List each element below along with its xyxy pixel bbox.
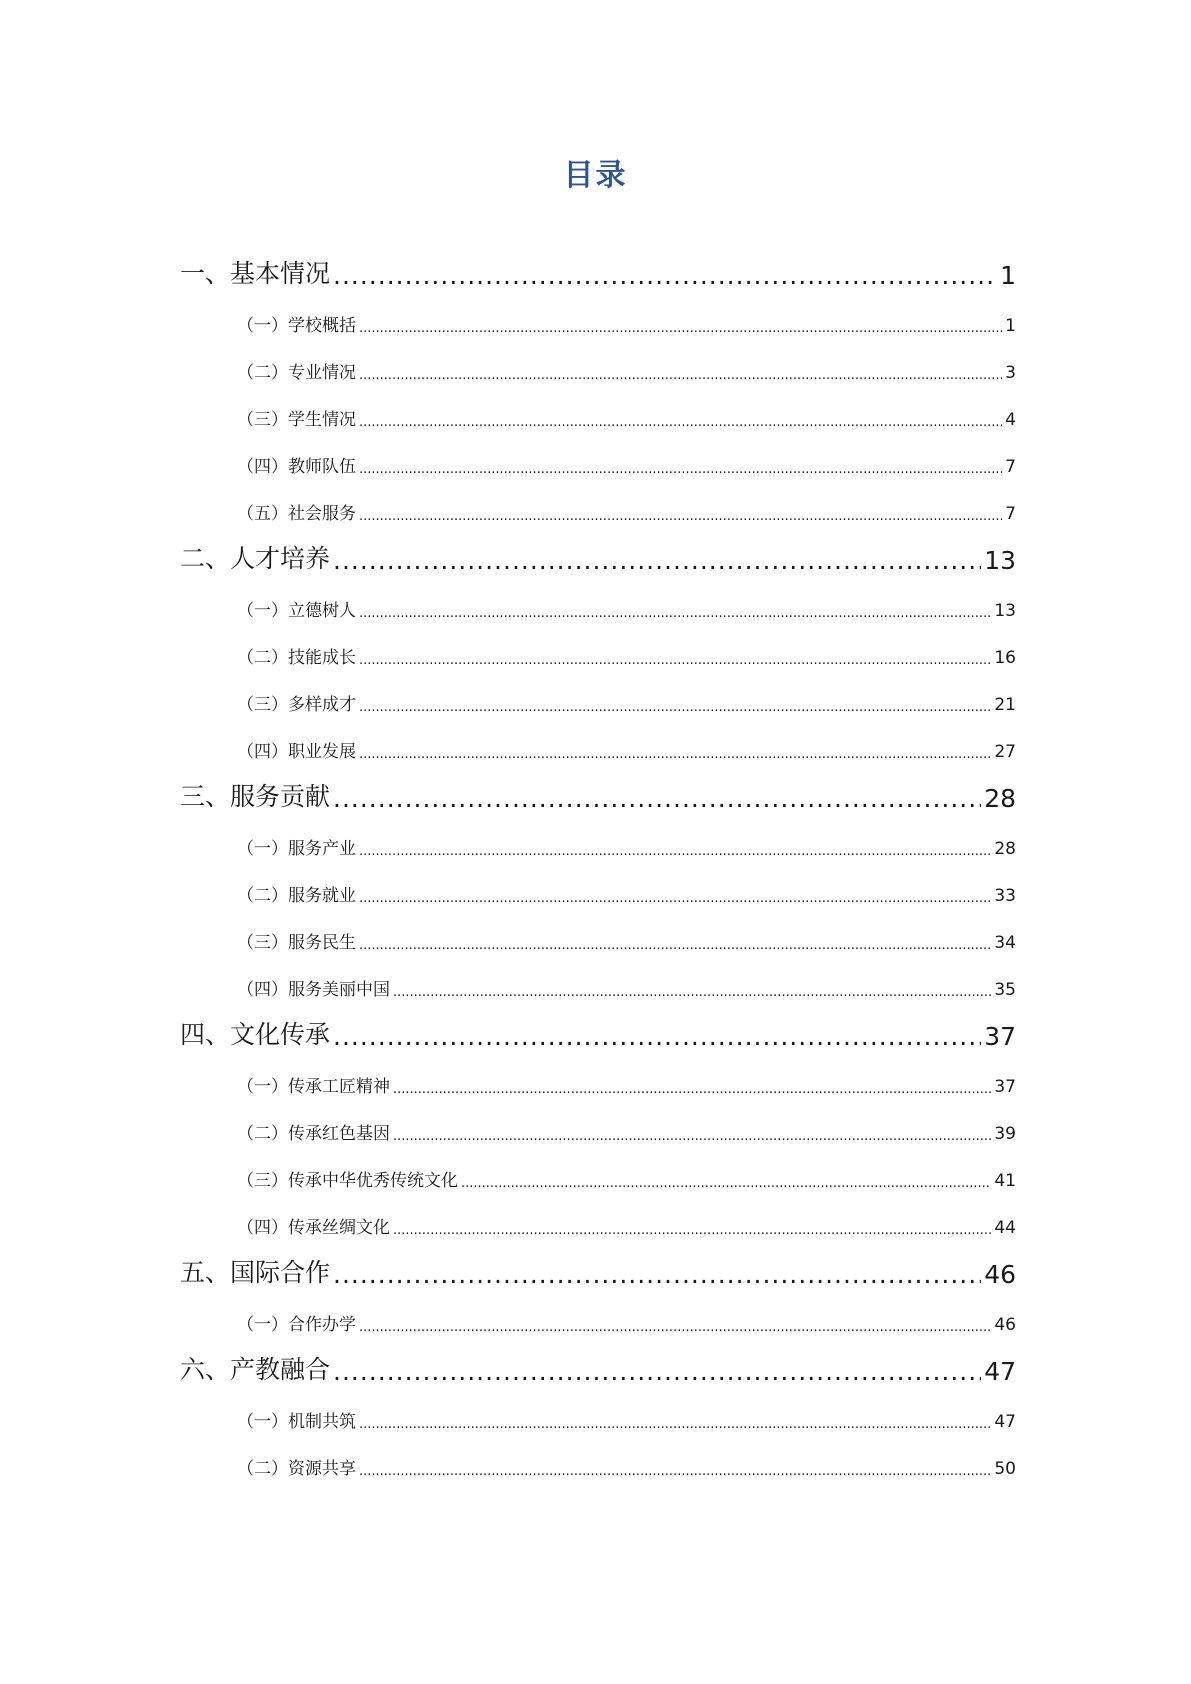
toc-section-page: 37: [984, 1022, 1016, 1051]
toc-subsection-entry[interactable]: [180, 504, 1016, 524]
toc-leader-dots: [393, 985, 991, 1000]
toc-subsection-entry[interactable]: [180, 742, 1016, 762]
toc-subsection-label: （五）社会服务: [237, 504, 356, 524]
toc-subsection-page: 34: [994, 933, 1016, 953]
toc-subsection-label: （四）职业发展: [237, 742, 356, 762]
toc-section-label: 五、国际合作: [180, 1258, 331, 1287]
toc-subsection-page: 33: [994, 886, 1016, 906]
toc-leader-dots: [359, 606, 991, 621]
toc-leader-dots: [359, 844, 991, 859]
toc-leader-dots: [333, 261, 997, 290]
toc-leader-dots: [359, 891, 991, 906]
toc-subsection-page: 46: [994, 1315, 1016, 1335]
toc-subsection-label: （四）服务美丽中国: [237, 980, 390, 1000]
toc-section-label: 二、人才培养: [180, 544, 331, 573]
toc-leader-dots: [359, 368, 1002, 383]
toc-section-label: 一、基本情况: [180, 259, 331, 288]
toc-subsection-entry[interactable]: [180, 1315, 1016, 1335]
toc-section-entry[interactable]: [180, 544, 1016, 575]
toc-subsection-page: 1: [1005, 316, 1016, 336]
toc-section-label: 三、服务贡献: [180, 782, 331, 811]
toc-subsection-entry[interactable]: [180, 1124, 1016, 1144]
toc-section-page: 47: [984, 1357, 1016, 1386]
toc-subsection-page: 13: [994, 601, 1016, 621]
toc-leader-dots: [359, 1417, 991, 1432]
toc-subsection-label: （三）服务民生: [237, 933, 356, 953]
toc-subsection-entry[interactable]: [180, 1077, 1016, 1097]
toc-subsection-label: （一）合作办学: [237, 1315, 356, 1335]
toc-subsection-page: 4: [1005, 410, 1016, 430]
toc-subsection-label: （一）机制共筑: [237, 1412, 356, 1432]
toc-leader-dots: [359, 1320, 991, 1335]
toc-leader-dots: [461, 1176, 991, 1191]
toc-subsection-page: 44: [994, 1218, 1016, 1238]
toc-subsection-entry[interactable]: [180, 933, 1016, 953]
toc-leader-dots: [333, 1022, 981, 1051]
toc-subsection-label: （二）传承红色基因: [237, 1124, 390, 1144]
toc-leader-dots: [393, 1082, 991, 1097]
toc-section-label: 四、文化传承: [180, 1020, 331, 1049]
toc-leader-dots: [359, 700, 991, 715]
toc-subsection-entry[interactable]: [180, 839, 1016, 859]
toc-section-entry[interactable]: [180, 259, 1016, 290]
toc-subsection-label: （三）多样成才: [237, 695, 356, 715]
toc-subsection-entry[interactable]: [180, 316, 1016, 336]
toc-subsection-label: （一）传承工匠精神: [237, 1077, 390, 1097]
toc-subsection-entry[interactable]: [180, 1171, 1016, 1191]
toc-subsection-label: （二）技能成长: [237, 648, 356, 668]
toc-subsection-page: 27: [994, 742, 1016, 762]
toc-section-entry[interactable]: [180, 1020, 1016, 1051]
toc-leader-dots: [359, 653, 991, 668]
toc-subsection-label: （四）教师队伍: [237, 457, 356, 477]
toc-leader-dots: [359, 415, 1002, 430]
toc-subsection-label: （一）学校概括: [237, 316, 356, 336]
toc-subsection-label: （一）立德树人: [237, 601, 356, 621]
toc-subsection-entry[interactable]: [180, 410, 1016, 430]
toc-subsection-page: 28: [994, 839, 1016, 859]
toc-subsection-label: （二）专业情况: [237, 363, 356, 383]
toc-subsection-page: 37: [994, 1077, 1016, 1097]
toc-subsection-page: 21: [994, 695, 1016, 715]
toc-subsection-page: 7: [1005, 504, 1016, 524]
toc-section-page: 1: [1000, 261, 1016, 290]
page-title: 目录: [563, 158, 628, 193]
toc-leader-dots: [359, 1464, 991, 1479]
toc-subsection-page: 35: [994, 980, 1016, 1000]
toc-leader-dots: [333, 784, 981, 813]
toc-section-entry[interactable]: [180, 1355, 1016, 1386]
toc-subsection-label: （二）服务就业: [237, 886, 356, 906]
toc-subsection-entry[interactable]: [180, 601, 1016, 621]
toc-subsection-entry[interactable]: [180, 1412, 1016, 1432]
toc-subsection-page: 47: [994, 1412, 1016, 1432]
toc-leader-dots: [359, 938, 991, 953]
toc-section-page: 46: [984, 1260, 1016, 1289]
toc-subsection-entry[interactable]: [180, 980, 1016, 1000]
toc-subsection-entry[interactable]: [180, 648, 1016, 668]
toc-leader-dots: [359, 321, 1002, 336]
toc-section-page: 13: [984, 546, 1016, 575]
toc-subsection-entry[interactable]: [180, 1459, 1016, 1479]
toc-subsection-label: （一）服务产业: [237, 839, 356, 859]
toc-section-page: 28: [984, 784, 1016, 813]
toc-subsection-label: （二）资源共享: [237, 1459, 356, 1479]
toc-leader-dots: [359, 509, 1002, 524]
toc-section-entry[interactable]: [180, 1258, 1016, 1289]
toc-leader-dots: [393, 1223, 991, 1238]
toc-subsection-label: （三）学生情况: [237, 410, 356, 430]
toc-subsection-entry[interactable]: [180, 886, 1016, 906]
toc-subsection-page: 50: [994, 1459, 1016, 1479]
toc-subsection-entry[interactable]: [180, 457, 1016, 477]
toc-leader-dots: [333, 546, 981, 575]
toc-leader-dots: [393, 1129, 991, 1144]
toc-section-label: 六、产教融合: [180, 1355, 331, 1384]
toc-subsection-entry[interactable]: [180, 363, 1016, 383]
toc-subsection-label: （三）传承中华优秀传统文化: [237, 1171, 458, 1191]
table-of-contents: [180, 259, 1016, 1479]
toc-leader-dots: [359, 747, 991, 762]
toc-subsection-page: 3: [1005, 363, 1016, 383]
toc-section-entry[interactable]: [180, 782, 1016, 813]
toc-subsection-page: 16: [994, 648, 1016, 668]
toc-leader-dots: [359, 462, 1002, 477]
toc-subsection-page: 39: [994, 1124, 1016, 1144]
toc-leader-dots: [333, 1260, 981, 1289]
toc-subsection-entry[interactable]: [180, 1218, 1016, 1238]
toc-subsection-page: 7: [1005, 457, 1016, 477]
toc-subsection-entry[interactable]: [180, 695, 1016, 715]
toc-leader-dots: [333, 1357, 981, 1386]
toc-subsection-label: （四）传承丝绸文化: [237, 1218, 390, 1238]
toc-subsection-page: 41: [994, 1171, 1016, 1191]
